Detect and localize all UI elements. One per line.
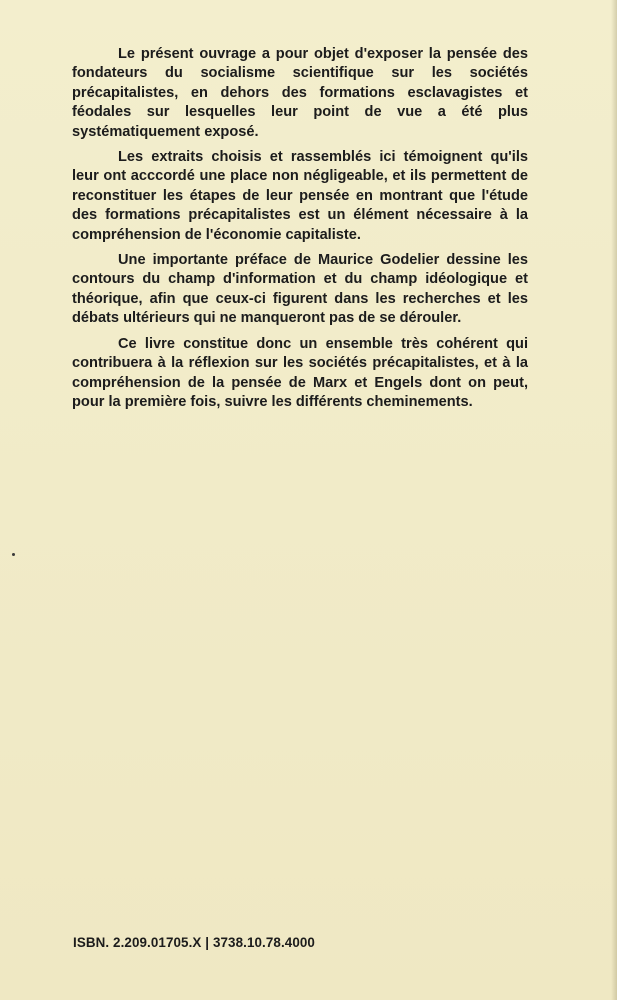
blurb-paragraph-2: Les extraits choisis et rassemblés ici témoignent qu'ils leur ont acccordé une place non négligeable, et ils permettent de reconstituer les étapes de leur pensée en montrant que l'étude des formations précapitalistes est un élément nécessaire à la compréhension de l'économie capitaliste. — [72, 149, 528, 243]
blurb-paragraph-3: Une importante préface de Maurice Godelier dessine les contours du champ d'information et du champ idéologique et théorique, afin que ceux-ci figurent dans les recherches et les débats ultérieurs qui ne manqueront pas de se dérouler. — [72, 252, 528, 327]
blurb-paragraph-4: Ce livre constitue donc un ensemble très cohérent qui contribuera à la réflexion sur les sociétés précapitalistes, et à la compréhension de la pensée de Marx et Engels dont on peut, pour la première fois, suivre les différents cheminements. — [72, 335, 528, 410]
isbn-line: ISBN. 2.209.01705.X | 3738.10.78.4000 — [73, 935, 315, 950]
blurb-paragraph-1: Le présent ouvrage a pour objet d'exposer la pensée des fondateurs du socialisme scientifique sur les sociétés précapitalistes, en dehors des formations esclavagistes et féodales sur lesquelles leur point de vue a été plus systématiquement exposé. — [72, 46, 528, 140]
page-edge-shadow — [611, 0, 617, 1000]
back-cover-blurb — [72, 45, 528, 418]
print-speck — [12, 553, 15, 556]
